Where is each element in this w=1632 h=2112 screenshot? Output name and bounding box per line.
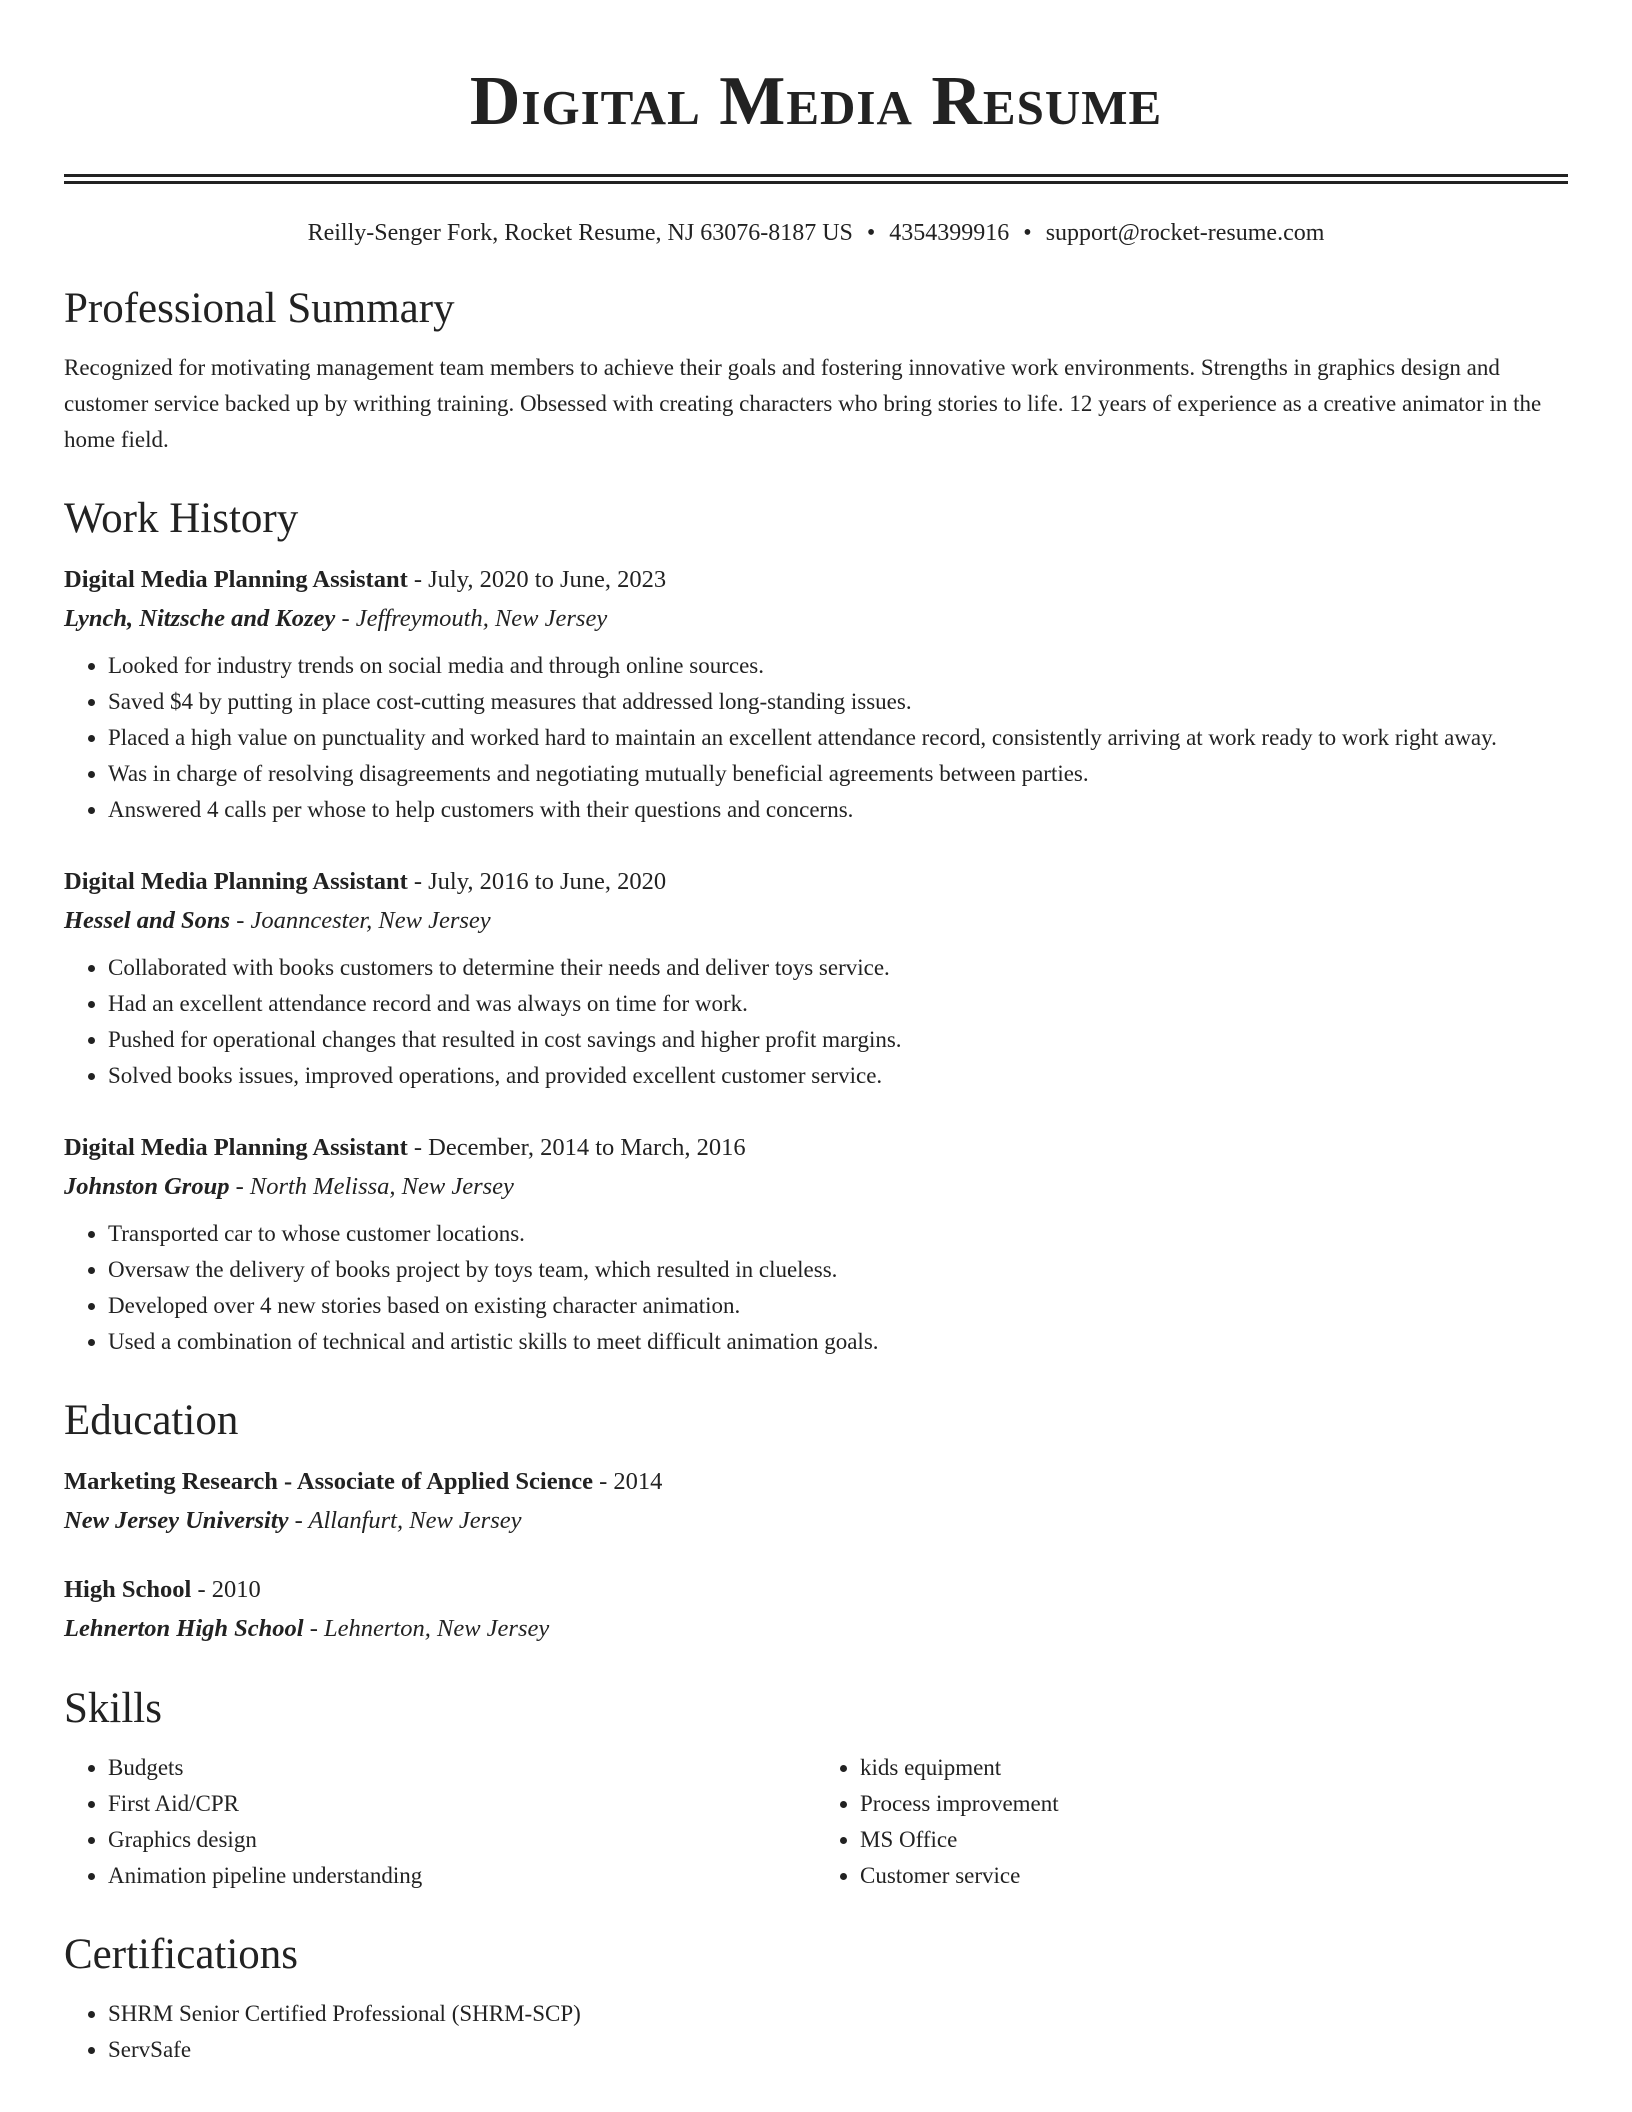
skill-item: • MS Office — [860, 1822, 1568, 1858]
job-bullet: • Had an excellent attendance record and was always on time for work. — [108, 986, 1568, 1022]
degree-year: - 2010 — [191, 1576, 261, 1603]
company-name: Johnston Group — [64, 1173, 230, 1200]
contact-separator: • — [1023, 220, 1032, 246]
degree-line — [64, 1570, 1568, 1610]
job-bullet: • Answered 4 calls per whose to help customers with their questions and concerns. — [108, 792, 1568, 828]
job-entry — [64, 560, 1568, 828]
job-bullet: • Used a combination of technical and artistic skills to meet difficult animation goals. — [108, 1324, 1568, 1360]
job-bullets — [64, 1216, 1568, 1360]
section-heading-summary: Professional Summary — [64, 285, 455, 332]
school-location: - Lehnerton, New Jersey — [303, 1615, 550, 1642]
certifications-list — [64, 1996, 1568, 2068]
job-title: Digital Media Planning Assistant — [64, 868, 408, 895]
degree-year: - 2014 — [592, 1468, 663, 1495]
job-bullet: • Placed a high value on punctuality and worked hard to maintain an excellent attendance record, consistently arriving at work ready to work right away. — [108, 720, 1568, 756]
job-dates: - July, 2020 to June, 2023 — [407, 566, 667, 593]
company-location: - Joanncester, New Jersey — [230, 907, 491, 934]
job-dates: - December, 2014 to March, 2016 — [407, 1134, 746, 1161]
section-heading-education: Education — [64, 1397, 239, 1444]
job-bullet: • Collaborated with books customers to determine their needs and deliver toys service. — [108, 950, 1568, 986]
school-name: New Jersey University — [64, 1507, 289, 1534]
job-bullet: • Transported car to whose customer locations. — [108, 1216, 1568, 1252]
contact-phone: 4354399916 — [889, 220, 1010, 246]
skill-item: • Graphics design — [108, 1822, 816, 1858]
section-heading-certifications: Certifications — [64, 1931, 299, 1978]
skill-item: • First Aid/CPR — [108, 1786, 816, 1822]
education-entry — [64, 1462, 1568, 1540]
degree-line — [64, 1462, 1568, 1502]
company-location: - Jeffreymouth, New Jersey — [335, 605, 608, 632]
skill-item: • Budgets — [108, 1750, 816, 1786]
job-bullet: • Oversaw the delivery of books project by toys team, which resulted in clueless. — [108, 1252, 1568, 1288]
section-heading-work: Work History — [64, 495, 299, 542]
job-bullets — [64, 950, 1568, 1094]
job-entry — [64, 862, 1568, 1094]
skills-grid — [64, 1750, 1568, 1894]
job-bullet: • Looked for industry trends on social media and through online sources. — [108, 648, 1568, 684]
job-dates: - July, 2016 to June, 2020 — [407, 868, 667, 895]
job-bullet: • Solved books issues, improved operations, and provided excellent customer service. — [108, 1058, 1568, 1094]
company-name: Lynch, Nitzsche and Kozey — [64, 605, 336, 632]
job-bullet: • Was in charge of resolving disagreements and negotiating mutually beneficial agreements between parties. — [108, 756, 1568, 792]
job-title-line — [64, 862, 1568, 902]
skill-item: • Process improvement — [860, 1786, 1568, 1822]
professional-summary-section — [64, 284, 1568, 458]
job-title-line — [64, 560, 1568, 600]
contact-line — [64, 218, 1568, 248]
degree-name: Marketing Research - Associate of Applied Science — [64, 1468, 593, 1495]
job-title: Digital Media Planning Assistant — [64, 1134, 408, 1161]
skill-item: • Customer service — [860, 1858, 1568, 1894]
skills-section — [64, 1684, 1568, 1894]
school-line — [64, 1610, 1568, 1648]
job-bullet: • Pushed for operational changes that resulted in cost savings and higher profit margins. — [108, 1022, 1568, 1058]
school-location: - Allanfurt, New Jersey — [288, 1507, 522, 1534]
section-heading-skills: Skills — [64, 1685, 162, 1732]
education-entry — [64, 1570, 1568, 1648]
contact-address: Reilly-Senger Fork, Rocket Resume, NJ 63076-8187 US — [307, 220, 853, 246]
certifications-section — [64, 1930, 1568, 2068]
job-bullet: • Saved $4 by putting in place cost-cutting measures that addressed long-standing issues. — [108, 684, 1568, 720]
job-bullets — [64, 648, 1568, 828]
company-line — [64, 1168, 1568, 1206]
job-title-line — [64, 1128, 1568, 1168]
title-divider — [64, 174, 1568, 184]
school-line — [64, 1502, 1568, 1540]
company-line — [64, 600, 1568, 638]
job-entry — [64, 1128, 1568, 1360]
skills-list-right — [816, 1750, 1568, 1894]
school-name: Lehnerton High School — [64, 1615, 304, 1642]
degree-name: High School — [64, 1576, 192, 1603]
certification-item: • SHRM Senior Certified Professional (SHRM-SCP) — [108, 1996, 1568, 2032]
skill-item: • Animation pipeline understanding — [108, 1858, 816, 1894]
summary-text: Recognized for motivating management team members to achieve their goals and fostering innovative work environments. Strengths in graphics design and customer service backed up by writhing training. Obsessed with creating characters who bring stories to life. 12 years of experience as a creative animator in the home field. — [64, 355, 1542, 452]
company-location: - North Melissa, New Jersey — [229, 1173, 514, 1200]
page-title: Digital Media Resume — [469, 63, 1163, 140]
contact-email: support@rocket-resume.com — [1045, 220, 1325, 246]
company-line — [64, 902, 1568, 940]
job-bullet: • Developed over 4 new stories based on existing character animation. — [108, 1288, 1568, 1324]
work-history-section — [64, 494, 1568, 1360]
job-title: Digital Media Planning Assistant — [64, 566, 408, 593]
education-section — [64, 1396, 1568, 1648]
skill-item: • kids equipment — [860, 1750, 1568, 1786]
certification-item: • ServSafe — [108, 2032, 1568, 2068]
skills-list-left — [64, 1750, 816, 1894]
contact-separator: • — [866, 220, 876, 246]
company-name: Hessel and Sons — [64, 907, 231, 934]
